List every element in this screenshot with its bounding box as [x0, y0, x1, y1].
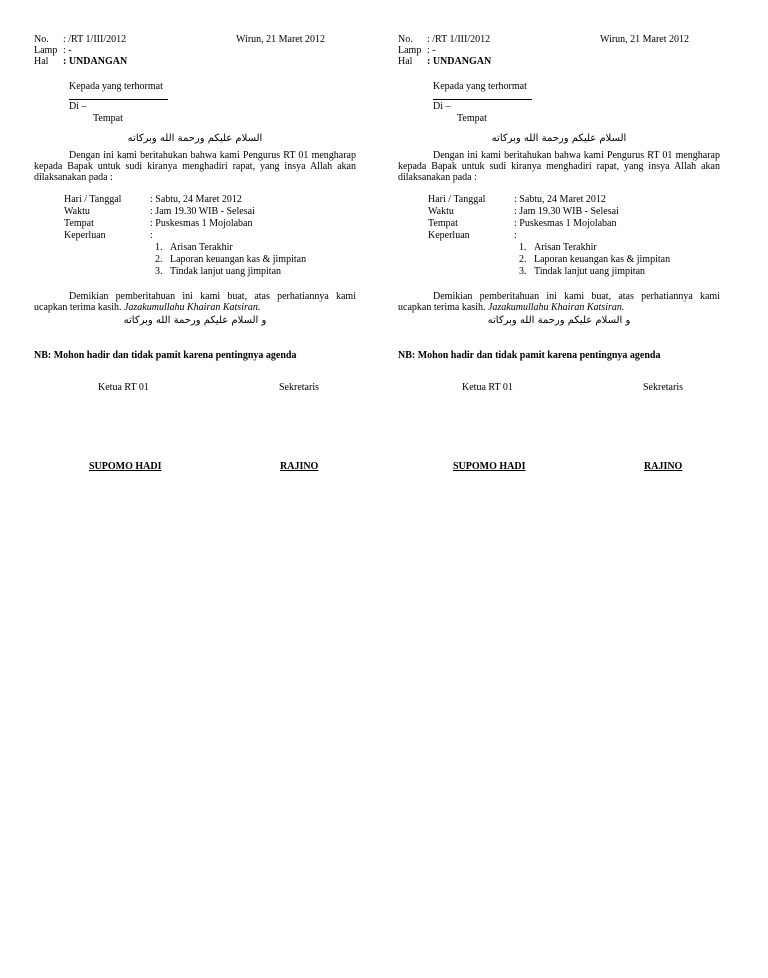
letter-header [34, 34, 356, 67]
signature-names [34, 461, 356, 473]
agenda-number: 2. [519, 254, 527, 265]
detail-label: Hari / Tanggal [64, 194, 122, 205]
recipient-di: Di – [69, 101, 87, 112]
letter-date: Wirun, 21 Maret 2012 [600, 34, 690, 45]
closing-italic: Jazakumullahu Khairan Katsiran. [123, 302, 261, 313]
header-hal-row [34, 56, 356, 67]
detail-value: : Sabtu, 24 Maret 2012 [150, 194, 242, 205]
detail-label: Keperluan [428, 230, 470, 241]
detail-row-place [64, 218, 356, 230]
detail-value: : [150, 230, 153, 241]
meeting-details [428, 194, 720, 278]
detail-row-date [64, 194, 356, 206]
closing-paragraph [34, 291, 356, 313]
recipient-address [69, 81, 356, 124]
secretary-name: RAJINO [644, 461, 683, 472]
detail-value: : Puskesmas 1 Mojolaban [514, 218, 617, 229]
hal-value: : UNDANGAN [427, 56, 492, 67]
chairman-name: SUPOMO HADI [453, 461, 526, 472]
header-hal-row [398, 56, 720, 67]
lamp-label: Lamp [398, 45, 422, 56]
no-label: No. [34, 34, 49, 45]
letter-date: Wirun, 21 Maret 2012 [236, 34, 326, 45]
agenda-list [519, 242, 720, 278]
lamp-value: : - [427, 45, 436, 56]
closing-greeting-arabic: و السلام عليكم ورحمة الله وبركاته [487, 315, 631, 326]
meeting-details [64, 194, 356, 278]
agenda-item [155, 266, 356, 278]
letter-header [398, 34, 720, 67]
no-label: No. [398, 34, 413, 45]
recipient-name-line [433, 99, 532, 100]
closing-italic: Jazakumullahu Khairan Katsiran. [487, 302, 625, 313]
agenda-text: Arisan Terakhir [534, 242, 597, 253]
chairman-title: Ketua RT 01 [98, 382, 149, 393]
closing-greeting-arabic: و السلام عليكم ورحمة الله وبركاته [123, 315, 267, 326]
nb-note: NB: Mohon hadir dan tidak pamit karena pentingnya agenda [398, 350, 661, 361]
header-lamp-row [398, 45, 720, 56]
detail-value: : Puskesmas 1 Mojolaban [150, 218, 253, 229]
agenda-text: Tindak lanjut uang jimpitan [534, 266, 646, 277]
closing-text: Demikian pemberitahuan ini kami buat, atas perhatiannya kami ucapkan terima kasih. [34, 291, 356, 313]
header-no-row [34, 34, 356, 45]
secretary-name: RAJINO [280, 461, 319, 472]
agenda-item [519, 242, 720, 254]
detail-row-date [428, 194, 720, 206]
hal-label: Hal [34, 56, 49, 67]
detail-label: Waktu [428, 206, 454, 217]
signature-titles [34, 382, 356, 394]
agenda-number: 1. [155, 242, 163, 253]
closing-paragraph [398, 291, 720, 313]
recipient-name-line [69, 99, 168, 100]
agenda-number: 2. [155, 254, 163, 265]
header-no-row [398, 34, 720, 45]
agenda-text: Tindak lanjut uang jimpitan [170, 266, 282, 277]
invitation-letter-left [34, 34, 356, 473]
no-value: : /RT 1/III/2012 [63, 34, 127, 45]
detail-label: Tempat [64, 218, 94, 229]
recipient-salutation: Kepada yang terhormat [433, 81, 527, 92]
agenda-item [519, 266, 720, 278]
agenda-item [155, 242, 356, 254]
detail-label: Tempat [428, 218, 458, 229]
agenda-text: Laporan keuangan kas & jimpitan [534, 254, 671, 265]
recipient-di: Di – [433, 101, 451, 112]
detail-label: Hari / Tanggal [428, 194, 486, 205]
opening-greeting-arabic: السلام عليكم ورحمة الله وبركاته [491, 133, 627, 144]
agenda-number: 3. [519, 266, 527, 277]
agenda-text: Laporan keuangan kas & jimpitan [170, 254, 307, 265]
agenda-list [155, 242, 356, 278]
detail-value: : Jam 19.30 WIB - Selesai [514, 206, 619, 217]
intro-paragraph: Dengan ini kami beritahukan bahwa kami Pengurus RT 01 mengharap kepada Bapak untuk sudi kiranya menghadiri rapat, yang insya Allah akan dilaksanakan pada : [34, 150, 356, 183]
invitation-letter-right [398, 34, 720, 473]
agenda-item [519, 254, 720, 266]
opening-greeting-arabic: السلام عليكم ورحمة الله وبركاته [127, 133, 263, 144]
detail-row-time [428, 206, 720, 218]
agenda-text: Arisan Terakhir [170, 242, 233, 253]
agenda-number: 1. [519, 242, 527, 253]
agenda-number: 3. [155, 266, 163, 277]
signature-titles [398, 382, 720, 394]
detail-row-purpose [64, 230, 356, 242]
secretary-title: Sekretaris [643, 382, 683, 393]
header-lamp-row [34, 45, 356, 56]
signature-names [398, 461, 720, 473]
detail-row-place [428, 218, 720, 230]
lamp-value: : - [63, 45, 72, 56]
recipient-tempat: Tempat [457, 113, 487, 124]
detail-value: : Jam 19.30 WIB - Selesai [150, 206, 255, 217]
hal-label: Hal [398, 56, 413, 67]
chairman-name: SUPOMO HADI [89, 461, 162, 472]
detail-row-purpose [428, 230, 720, 242]
detail-value: : [514, 230, 517, 241]
secretary-title: Sekretaris [279, 382, 319, 393]
agenda-item [155, 254, 356, 266]
chairman-title: Ketua RT 01 [462, 382, 513, 393]
no-value: : /RT 1/III/2012 [427, 34, 491, 45]
detail-label: Keperluan [64, 230, 106, 241]
detail-label: Waktu [64, 206, 90, 217]
closing-text: Demikian pemberitahuan ini kami buat, atas perhatiannya kami ucapkan terima kasih. [398, 291, 720, 313]
detail-value: : Sabtu, 24 Maret 2012 [514, 194, 606, 205]
nb-note: NB: Mohon hadir dan tidak pamit karena pentingnya agenda [34, 350, 297, 361]
intro-paragraph: Dengan ini kami beritahukan bahwa kami Pengurus RT 01 mengharap kepada Bapak untuk sudi kiranya menghadiri rapat, yang insya Allah akan dilaksanakan pada : [398, 150, 720, 183]
recipient-address [433, 81, 720, 124]
hal-value: : UNDANGAN [63, 56, 128, 67]
recipient-tempat: Tempat [93, 113, 123, 124]
detail-row-time [64, 206, 356, 218]
recipient-salutation: Kepada yang terhormat [69, 81, 163, 92]
lamp-label: Lamp [34, 45, 58, 56]
